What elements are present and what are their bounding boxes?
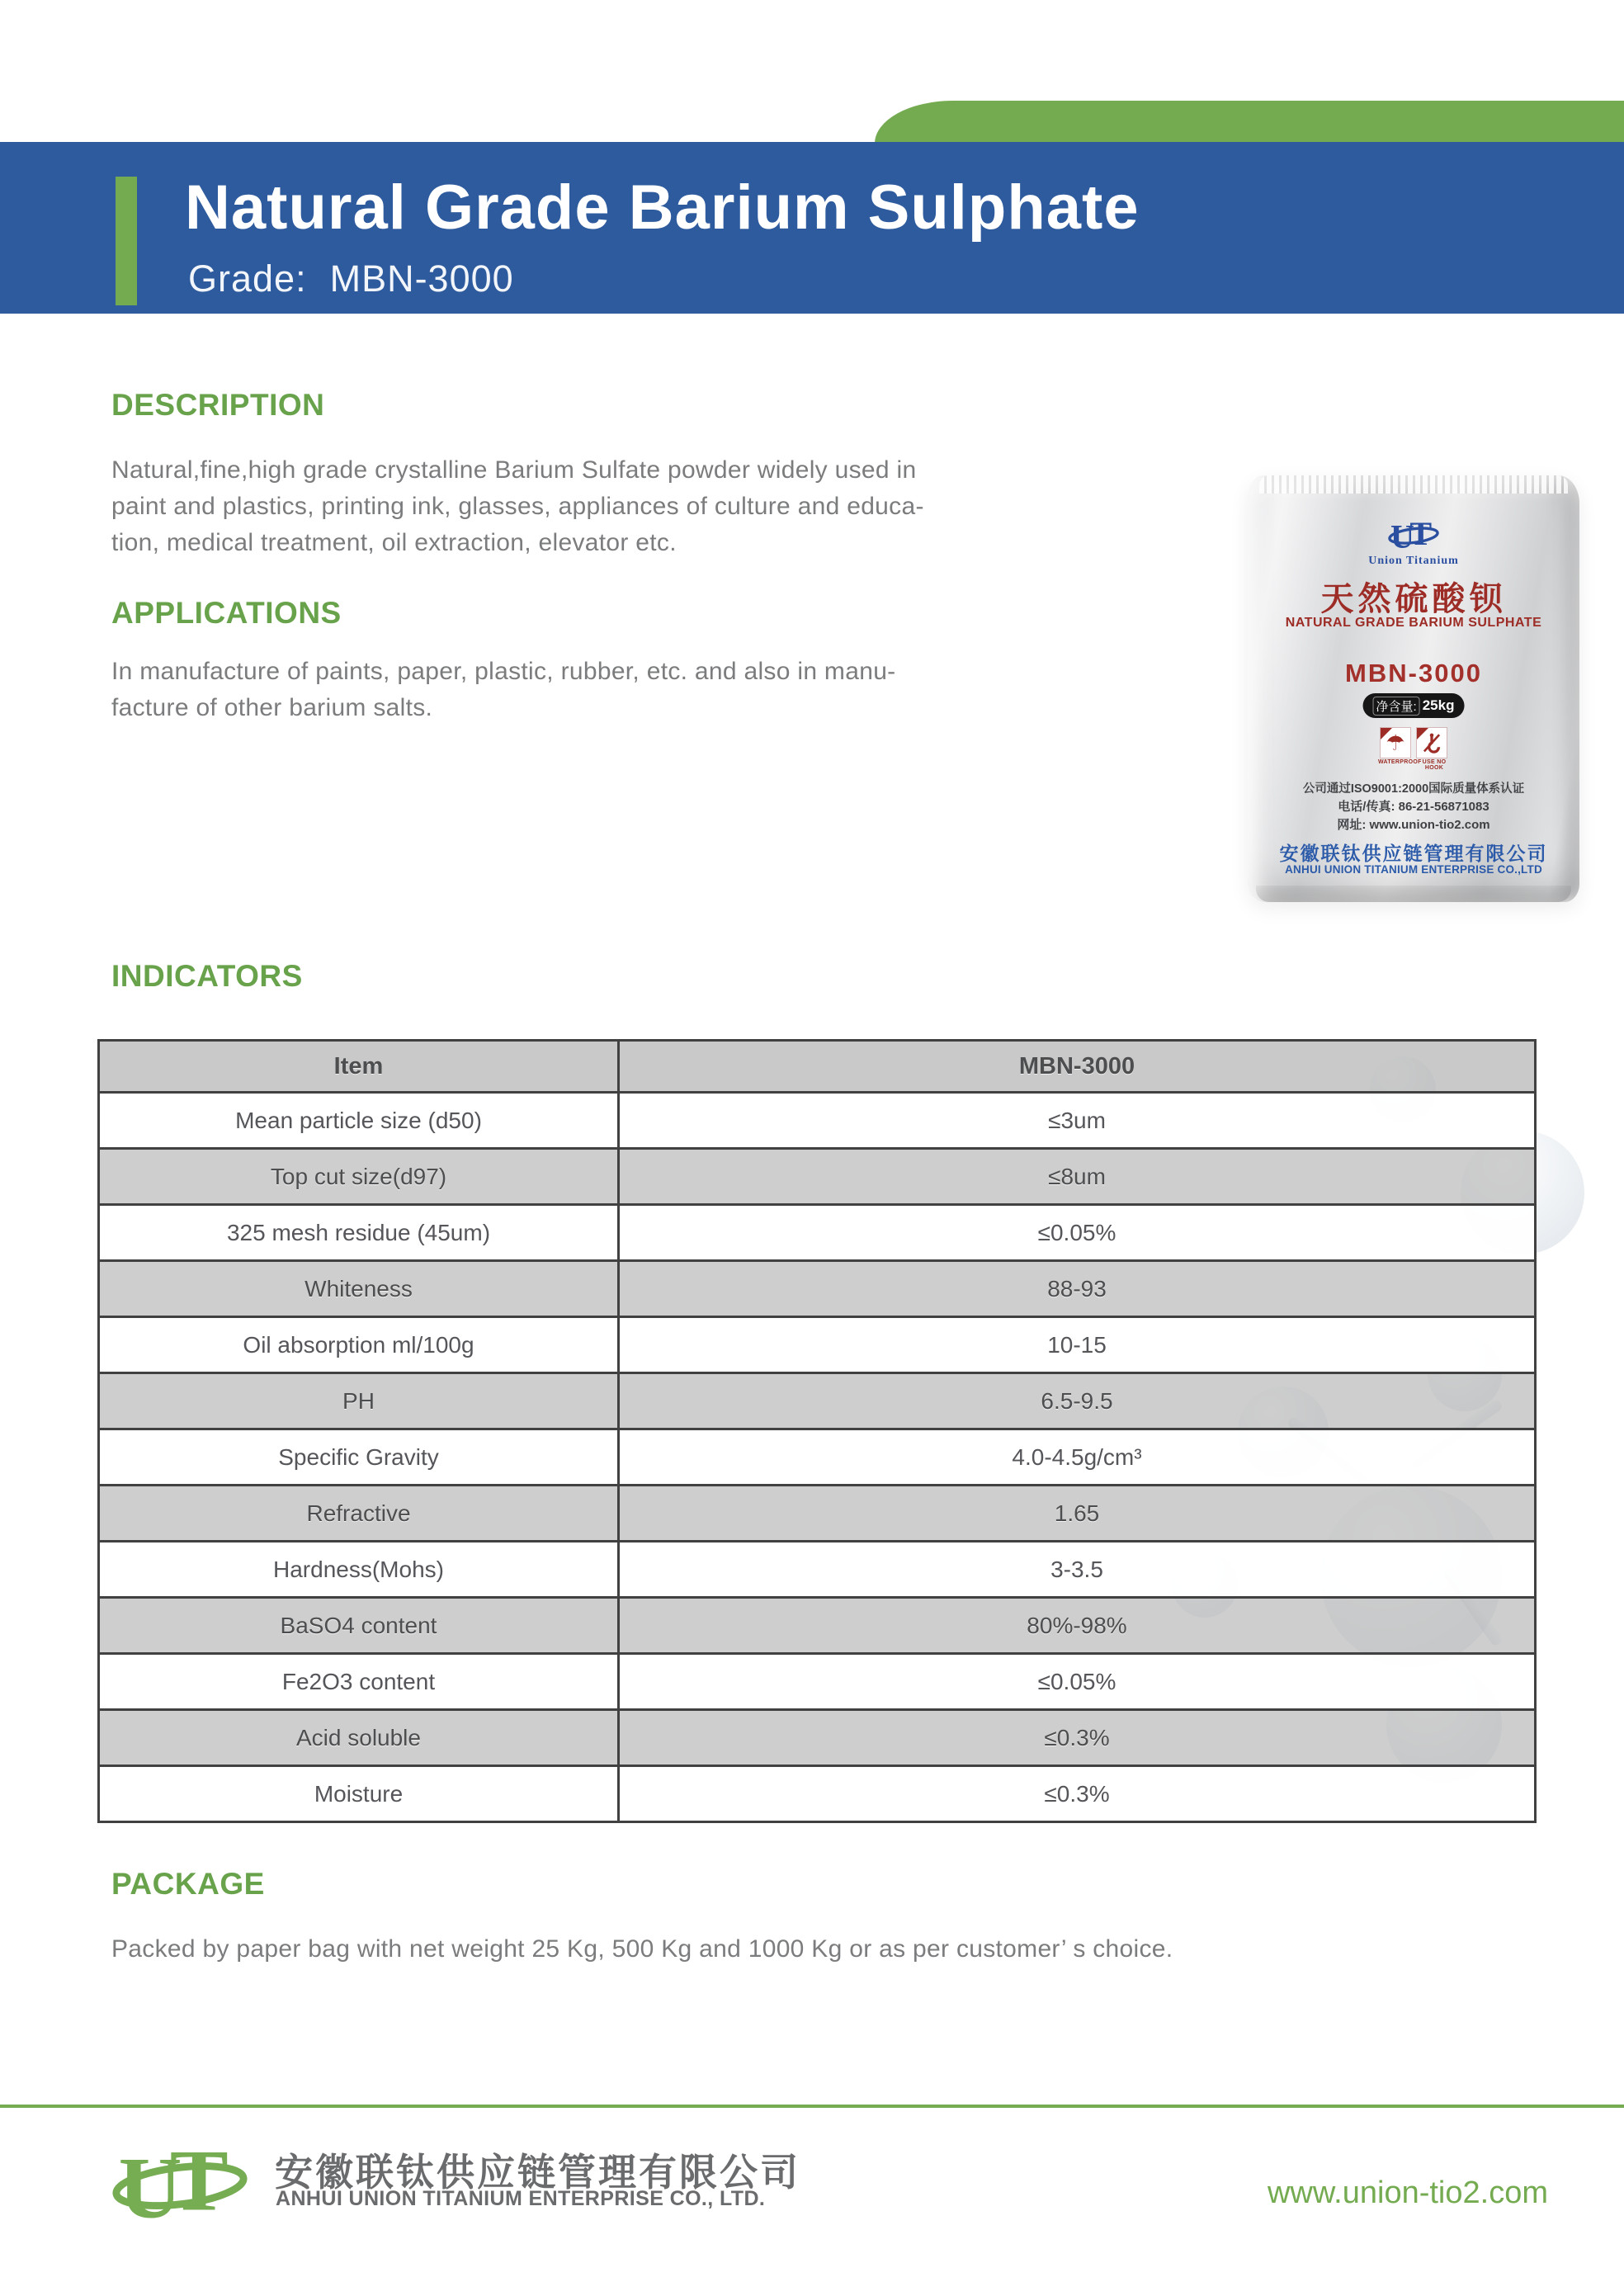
bag-cert-line: 公司通过ISO9001:2000国际质量体系认证: [1302, 782, 1525, 796]
table-header-row: [99, 1041, 1536, 1093]
bag-company-chinese: 安徽联钛供应链管理有限公司: [1279, 843, 1548, 864]
header-green-band: [875, 101, 1624, 144]
header-banner: [0, 142, 1624, 314]
description-line: paint and plastics, printing ink, glasses, appliances of culture and educa-: [111, 493, 924, 520]
packaging-warning-icons: [1381, 728, 1447, 758]
applications-heading: APPLICATIONS: [111, 596, 342, 630]
footer-company-english: ANHUI UNION TITANIUM ENTERPRISE CO., LTD.: [276, 2187, 766, 2210]
bag-tel-line: 电话/传真: 86-21-56871083: [1338, 800, 1489, 814]
union-titanium-logo-icon: [1387, 515, 1440, 553]
description-paragraph: [111, 452, 924, 561]
no-hook-icon: [1417, 728, 1447, 758]
grade-value: MBN-3000: [329, 257, 514, 300]
net-weight-label: 净含量:: [1373, 697, 1420, 716]
product-bag-image: [1248, 475, 1579, 902]
net-weight-badge: [1363, 693, 1465, 718]
applications-line: In manufacture of paints, paper, plastic, rubber, etc. and also in manu-: [111, 658, 896, 685]
table-row: Top cut size(d97) ≤8um: [99, 1149, 1536, 1205]
description-line: Natural,fine,high grade crystalline Barium Sulfate powder widely used in: [111, 456, 917, 484]
description-line: tion, medical treatment, oil extraction, elevator etc.: [111, 529, 677, 556]
grade-label: Grade:: [188, 257, 307, 300]
table-row: Specific Gravity 4.0-4.5g/cm³: [99, 1429, 1536, 1486]
table-row: Refractive 1.65: [99, 1486, 1536, 1542]
svg-text:T: T: [1409, 515, 1433, 552]
table-row: Mean particle size (d50) ≤3um: [99, 1093, 1536, 1149]
warning-icon-captions: [1378, 759, 1449, 771]
table-row: BaSO4 content 80%-98%: [99, 1598, 1536, 1654]
table-header-grade: MBN-3000: [619, 1041, 1536, 1093]
waterproof-icon: ☂: [1381, 728, 1410, 758]
bag-brand-text: Union Titanium: [1368, 555, 1459, 567]
no-hook-caption: USE NO HOOK: [1422, 759, 1447, 771]
package-heading: PACKAGE: [111, 1867, 265, 1901]
applications-paragraph: [111, 654, 895, 726]
table-row: Oil absorption ml/100g 10-15: [99, 1317, 1536, 1373]
table-row: Hardness(Mohs) 3-3.5: [99, 1542, 1536, 1598]
package-paragraph: Packed by paper bag with net weight 25 Kg, 500 Kg and 1000 Kg or as per customer’ s choice.: [111, 1935, 1173, 1963]
table-row: Moisture ≤0.3%: [99, 1766, 1536, 1822]
svg-text:U: U: [118, 2139, 182, 2232]
grade-line: [188, 257, 514, 300]
footer-divider: [0, 2105, 1624, 2108]
bag-web-line: 网址: www.union-tio2.com: [1337, 818, 1490, 832]
applications-line: facture of other barium salts.: [111, 694, 433, 721]
bag-company-english: ANHUI UNION TITANIUM ENTERPRISE CO.,LTD: [1285, 863, 1542, 876]
table-row: PH 6.5-9.5: [99, 1373, 1536, 1429]
table-header-item: Item: [99, 1041, 619, 1093]
description-heading: DESCRIPTION: [111, 388, 325, 422]
table-row: Whiteness 88-93: [99, 1261, 1536, 1317]
table-row: 325 mesh residue (45um) ≤0.05%: [99, 1205, 1536, 1261]
table-row: Fe2O3 content ≤0.05%: [99, 1654, 1536, 1710]
net-weight-value: 25kg: [1422, 697, 1455, 713]
waterproof-caption: WATERPROOF: [1378, 759, 1422, 765]
bag-title-chinese: 天然硫酸钡: [1320, 581, 1507, 617]
footer-union-titanium-logo-icon: [111, 2131, 249, 2232]
indicators-heading: INDICATORS: [111, 959, 303, 993]
svg-text:U: U: [1390, 517, 1414, 553]
indicators-table: [97, 1039, 1537, 1823]
footer-website: www.union-tio2.com: [1267, 2176, 1548, 2210]
title-accent-bar: [116, 177, 137, 305]
bag-title-english: NATURAL GRADE BARIUM SULPHATE: [1285, 616, 1542, 630]
bag-grade-text: MBN-3000: [1345, 659, 1482, 687]
page-title: Natural Grade Barium Sulphate: [185, 172, 1140, 243]
table-row: Acid soluble ≤0.3%: [99, 1710, 1536, 1766]
svg-text:T: T: [169, 2132, 229, 2230]
footer-company-chinese: 安徽联钛供应链管理有限公司: [275, 2151, 800, 2194]
